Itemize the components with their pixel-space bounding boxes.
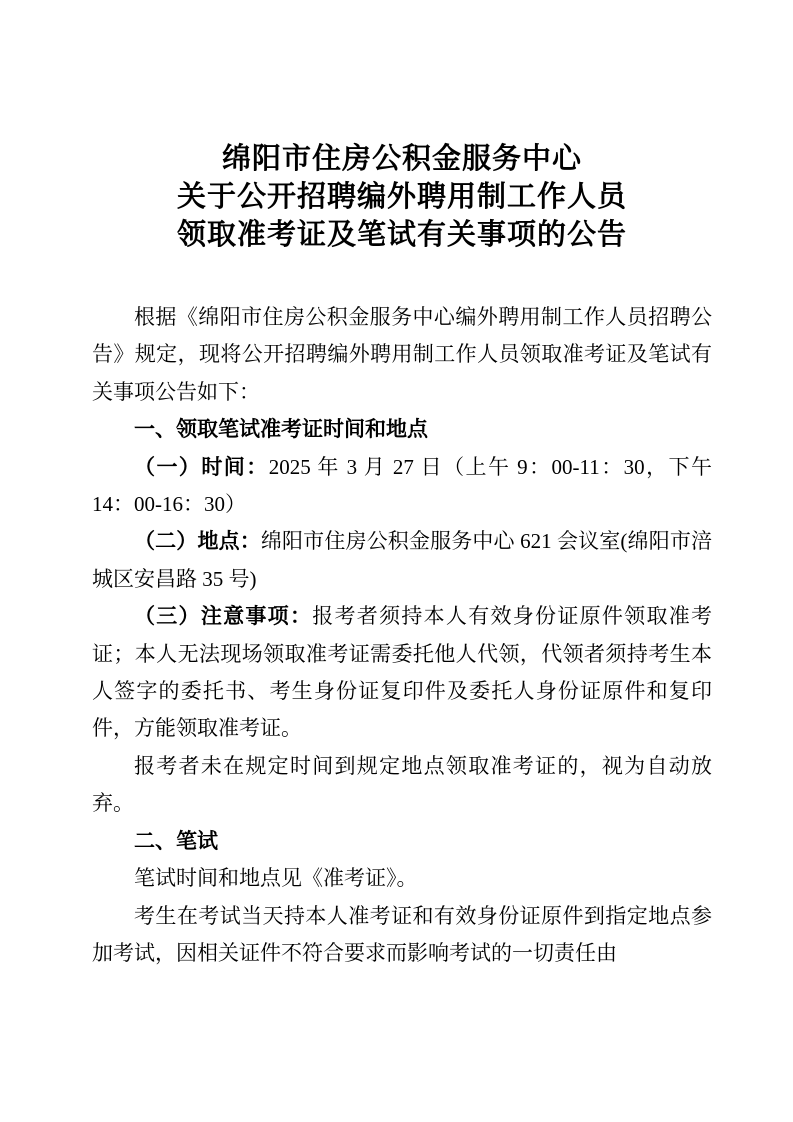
title-line-2: 关于公开招聘编外聘用制工作人员 [176,181,627,213]
forfeit-note-paragraph: 报考者未在规定时间到规定地点领取准考证的，视为自动放弃。 [92,753,712,816]
document-title [92,140,712,254]
item-location-text: 绵阳市住房公积金服务中心 621 会议室(绵阳市涪城区安昌路 35 号) [92,529,712,591]
item-time-label: （一）时间： [134,454,269,479]
item-location [92,523,712,598]
exam-time-paragraph: 笔试时间和地点见《准考证》。 [134,866,418,891]
item-time-text: 2025 年 3 月 27 日（上午 9：00-11：30，下午 14：00-16：30） [92,454,713,517]
title-line-1: 绵阳市住房公积金服务中心 [221,143,582,175]
exam-requirements-paragraph: 考生在考试当天持本人准考证和有效身份证原件到指定地点参加考试，因相关证件不符合要求而影响考试的一切责任由 [92,903,712,965]
item-notes-label: （三）注意事项： [134,604,313,629]
item-notes [92,598,712,748]
item-notes-text: 报考者须持本人有效身份证原件领取准考证；本人无法现场领取准考证需委托他人代领，代领者须持考生本人签字的委托书、考生身份证复印件及委托人身份证原件和复印件，方能领取准考证。 [92,604,713,741]
item-location-label: （二）地点： [134,529,261,554]
section-1-heading: 一、领取笔试准考证时间和地点 [134,418,428,442]
section-2-heading: 二、笔试 [134,829,218,853]
item-time [92,449,712,524]
intro-paragraph: 根据《绵阳市住房公积金服务中心编外聘用制工作人员招聘公告》规定，现将公开招聘编外聘用制工作人员领取准考证及笔试有关事项公告如下： [92,305,712,404]
title-line-3: 领取准考证及笔试有关事项的公告 [176,219,627,251]
